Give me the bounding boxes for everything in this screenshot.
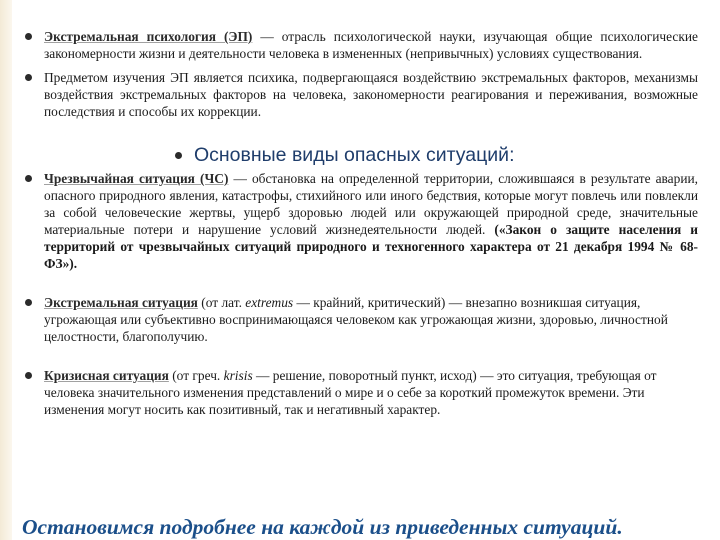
paragraph-extreme-situation: Экстремальная ситуация (от лат. extremus — крайний, критический) — внезапно возникшая ситуация, угрожающая или субъективно воспринимающаяся человеком как угрожающая жизни, здоровью, личностной целостности, благополучию. <box>22 294 698 345</box>
definition-text: — крайний, критический) — внезапно возникшая ситуация, угрожающая или субъективно воспринимающаяся человеком как угрожающая жизни, здоровью, личностной целостности, благополучию. <box>44 295 668 344</box>
law-reference: («Закон о защите населения и территорий от чрезвычайных ситуаций природного и техногенного характера от 21 декабря 1994 № 68-ФЗ»). <box>44 222 698 271</box>
greek-word: krisis <box>223 368 253 383</box>
term-extreme-situation: Экстремальная ситуация <box>44 295 198 310</box>
latin-word: extremus <box>245 295 294 310</box>
paragraph-subject-of-study <box>22 69 698 120</box>
paragraph-extreme-psychology <box>22 28 698 62</box>
bullet-icon <box>25 33 32 40</box>
paragraph-crisis-situation: Кризисная ситуация (от греч. krisis — решение, поворотный пункт, исход) — это ситуация, требующая от человека значительного изменения представлений о мире и о себе за короткий промежуток времени. Эти изменения могут носить как позитивный, так и негативный характер. <box>22 367 698 418</box>
definition-text: — решение, поворотный пункт, исход) — это ситуация, требующая от человека значительного изменения представлений о мире и о себе за короткий промежуток времени. Эти изменения могут носить как позитивный, так и негативный характер. <box>44 368 657 417</box>
paragraph-emergency-situation <box>22 170 698 272</box>
bullet-icon <box>25 74 32 81</box>
term-emergency-situation: Чрезвычайная ситуация (ЧС) <box>44 171 229 186</box>
slide-content <box>22 28 698 418</box>
bullet-icon <box>25 372 32 379</box>
section-heading-row <box>22 142 698 168</box>
decorative-side-band <box>0 0 12 540</box>
section-heading: Основные виды опасных ситуаций: <box>194 144 515 166</box>
bullet-icon <box>25 175 32 182</box>
subject-text: Предметом изучения ЭП является психика, подвергающаяся воздействию экстремальных факторов, механизмы воздействия экстремальных факторов на человека, закономерности реагирования и переживания, возможные последствия и способы их коррекции. <box>44 70 698 119</box>
term-extreme-psychology: Экстремальная психология (ЭП) <box>44 29 253 44</box>
footer-conclusion: Остановимся подробнее на каждой из приведенных ситуаций. <box>22 515 623 539</box>
term-crisis-situation: Кризисная ситуация <box>44 368 169 383</box>
bullet-icon <box>25 299 32 306</box>
definition-text: — отрасль психологической науки, изучающая общие психологические закономерности жизни и деятельности человека в измененных (непривычных) условиях существования. <box>44 29 698 61</box>
bullet-icon <box>175 152 182 159</box>
definition-text: — обстановка на определенной территории, сложившаяся в результате аварии, опасного природного явления, катастрофы, стихийного или иного бедствия, которые могут повлечь или повлекли за собой человеческие жертвы, ущерб здоровью людей или окружающей природной среде, значительные материальные потери и нарушение условий жизнедеятельности людей. <box>44 171 698 237</box>
